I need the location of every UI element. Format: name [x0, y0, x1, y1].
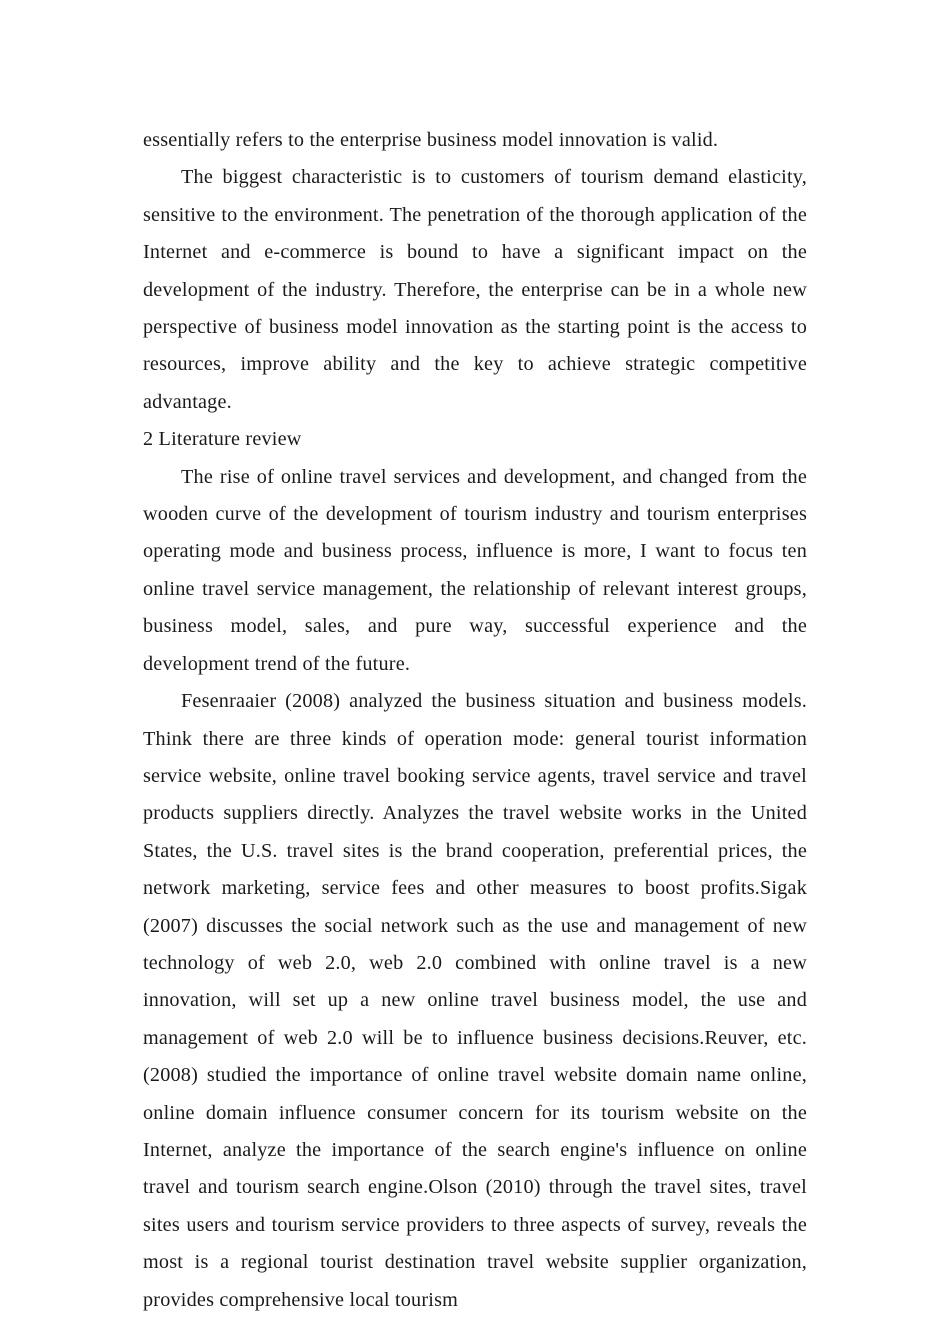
paragraph-continuation: essentially refers to the enterprise business model innovation is valid.	[143, 129, 719, 151]
paragraph-rise-of-online-travel: The rise of online travel services and development, and changed from the wooden curve of the development of tourism industry and tourism enterprises operating mode and business process, influence is more, I want to focus ten online travel service management, the relationship of relevant interest groups, business model, sales, and pure way, successful experience and the development trend of the future.	[143, 465, 807, 675]
section-heading-literature-review: 2 Literature review	[143, 428, 302, 451]
paragraph-biggest-characteristic: The biggest characteristic is to customers of tourism demand elasticity, sensitive to the environment. The penetration of the thorough application of the Internet and e-commerce is bound to have a significant impact on the development of the industry. Therefore, the enterprise can be in a whole new perspective of business model innovation as the starting point is the access to resources, improve ability and the key to achieve strategic competitive advantage.	[143, 166, 807, 413]
paragraph-literature-citations: Fesenraaier (2008) analyzed the business situation and business models. Think there are three kinds of operation mode: general tourist information service website, online travel booking service agents, travel service and travel products suppliers directly. Analyzes the travel website works in the United States, the U.S. travel sites is the brand cooperation, preferential prices, the network marketing, service fees and other measures to boost profits.Sigak (2007) discusses the social network such as the use and management of new technology of web 2.0, web 2.0 combined with online travel is a new innovation, will set up a new online travel business model, the use and management of web 2.0 will be to influence business decisions.Reuver, etc. (2008) studied the importance of online travel website domain name online, online domain influence consumer concern for its tourism website on the Internet, analyze the importance of the search engine's influence on online travel and tourism search engine.Olson (2010) through the travel sites, travel sites users and tourism service providers to three aspects of survey, reveals the most is a regional tourist destination travel website supplier organization, provides comprehensive local tourism	[143, 690, 807, 1311]
text-column	[143, 122, 807, 1319]
